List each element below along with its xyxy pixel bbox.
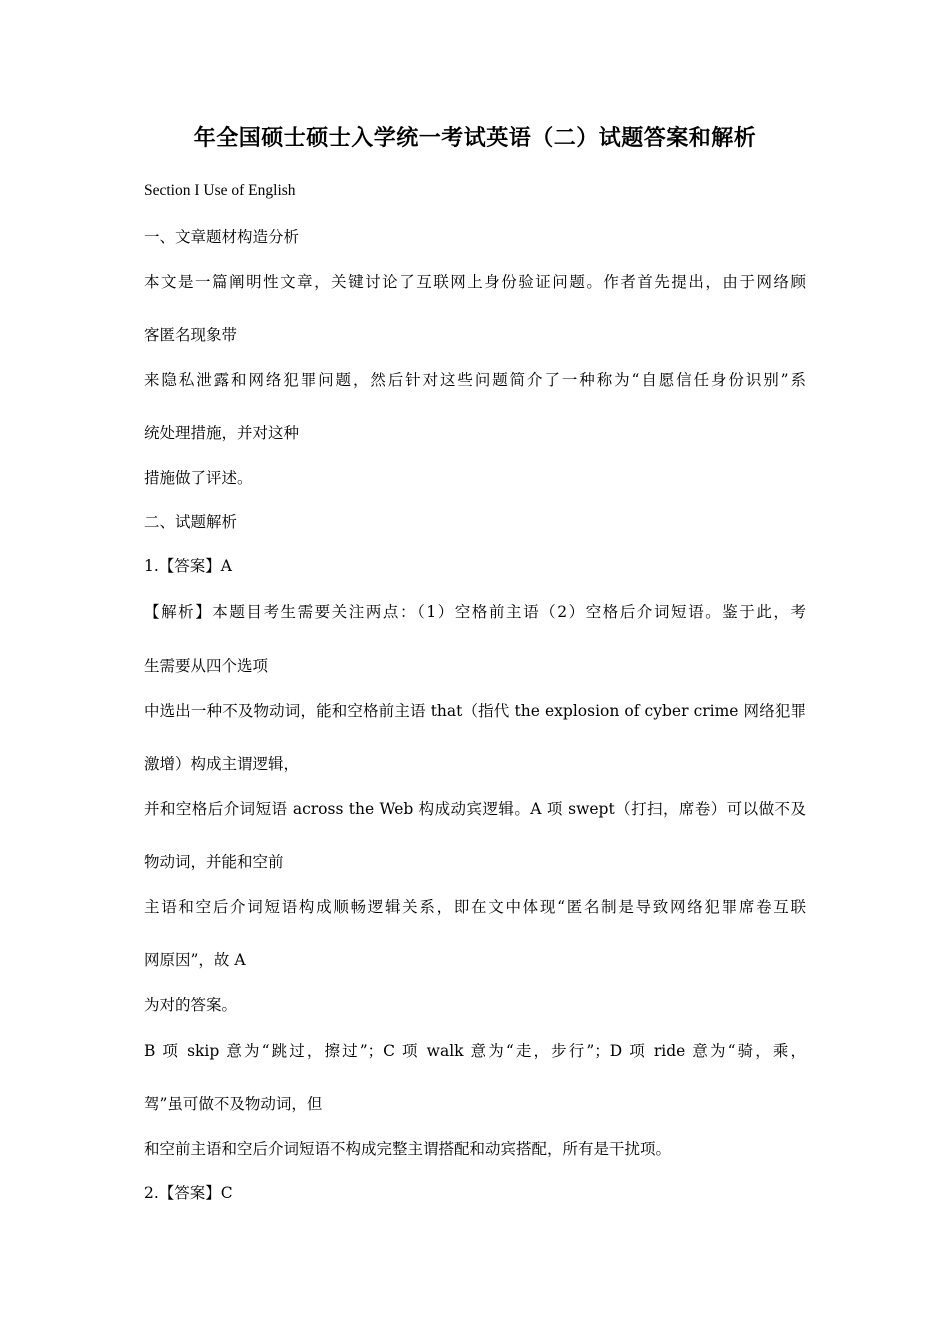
paragraph-line: 物动词，并能和空前 — [144, 853, 284, 871]
paragraph-line: 本文是一篇阐明性文章，关键讨论了互联网上身份验证问题。作者首先提出，由于网络顾 — [144, 273, 806, 291]
subsection-heading: 二、试题解析 — [144, 513, 238, 531]
paragraph-line: 驾”虽可做不及物动词，但 — [144, 1095, 323, 1113]
paragraph-line: 中选出一种不及物动词，能和空格前主语 that（指代 the explosion of cyber crime 网络犯罪 — [144, 702, 806, 720]
paragraph-line: 统处理措施，并对这种 — [144, 424, 300, 442]
page-title: 年全国硕士硕士入学统一考试英语（二）试题答案和解析 — [193, 125, 757, 151]
subsection-heading: 一、文章题材构造分析 — [144, 228, 300, 246]
paragraph-line: 主语和空后介词短语构成顺畅逻辑关系，即在文中体现“匿名制是导致网络犯罪席卷互联 — [144, 898, 806, 916]
paragraph-line: 和空前主语和空后介词短语不构成完整主谓搭配和动宾搭配，所有是干扰项。 — [144, 1140, 672, 1158]
paragraph-line: 来隐私泄露和网络犯罪问题，然后针对这些问题简介了一种称为“自愿信任身份识别”系 — [144, 371, 806, 389]
answer-label: 2.【答案】C — [144, 1184, 233, 1202]
paragraph-line: 激增）构成主谓逻辑， — [144, 755, 300, 773]
paragraph-line: 网原因”，故 A — [144, 951, 246, 969]
answer-label: 1.【答案】A — [144, 557, 232, 575]
paragraph-line: 生需要从四个选项 — [144, 657, 269, 675]
paragraph-line: B 项 skip 意为“跳过，擦过”；C 项 walk 意为“走，步行”；D 项 ride 意为“骑，乘， — [144, 1042, 806, 1060]
paragraph-line: 并和空格后介词短语 across the Web 构成动宾逻辑。A 项 swept（打扫，席卷）可以做不及 — [144, 800, 806, 818]
paragraph-line: 【解析】本题目考生需要关注两点：（1）空格前主语（2）空格后介词短语。鉴于此，考 — [144, 603, 806, 621]
paragraph-line: 措施做了评述。 — [144, 469, 253, 487]
paragraph-line: 为对的答案。 — [144, 996, 238, 1014]
section-heading: Section I Use of English — [144, 182, 296, 199]
paragraph-line: 客匿名现象带 — [144, 326, 238, 344]
